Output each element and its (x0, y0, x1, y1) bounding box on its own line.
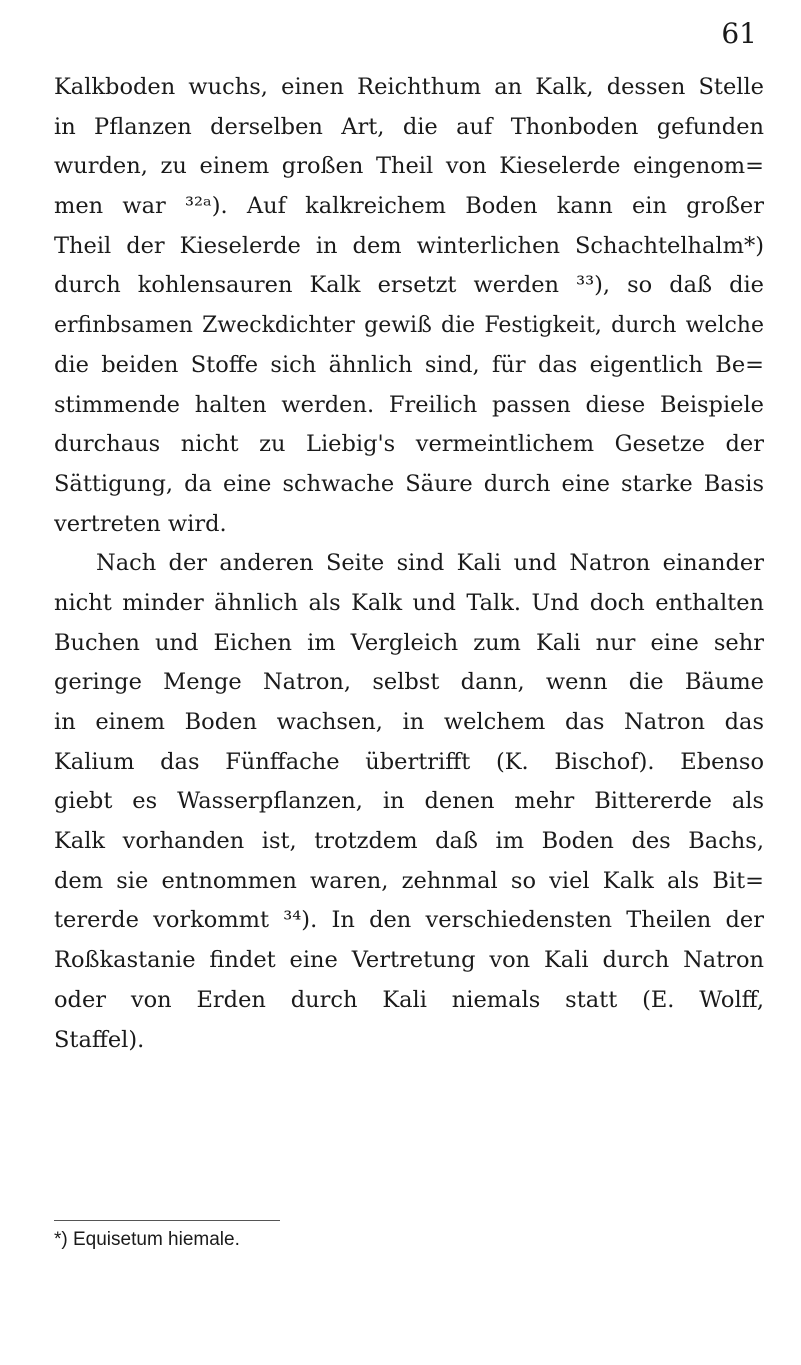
text-line: giebt es Wasserpflanzen, in denen mehr Bittererde als (54, 788, 764, 815)
text-line: men war ³²ᵃ). Auf kalkreichem Boden kann ein großer (54, 193, 764, 220)
text-line: Kalium das Fünffache übertrifft (K. Bischof). Ebenso (54, 748, 764, 775)
text-line: stimmende halten werden. Freilich passen diese Beispiele (54, 391, 764, 418)
text-line: in einem Boden wachsen, in welchem das Natron das (54, 709, 764, 735)
text-line: Theil der Kieselerde in dem winterlichen Schachtelhalm*) (54, 232, 764, 259)
page-number: 61 (721, 17, 757, 50)
text-line: vertreten wird. (54, 510, 227, 537)
text-line: erfinbsamen Zweckdichter gewiß die Festigkeit, durch welche (54, 313, 764, 339)
text-line: dem sie entnommen waren, zehnmal so viel Kalk als Bit= (54, 867, 764, 894)
text-line: in Pflanzen derselben Art, die auf Thonboden gefunden (54, 113, 764, 140)
text-line: Buchen und Eichen im Vergleich zum Kali nur eine sehr (54, 629, 764, 656)
footnote-rule (54, 1220, 280, 1221)
text-line: oder von Erden durch Kali niemals statt (E. Wolff, (54, 986, 764, 1013)
text-line: die beiden Stoffe sich ähnlich sind, für das eigentlich Be= (54, 351, 764, 378)
text-line: Kalk vorhanden ist, trotzdem daß im Boden des Bachs, (54, 828, 764, 855)
text-line: Sättigung, da eine schwache Säure durch eine starke Basis (54, 470, 764, 497)
text-line: geringe Menge Natron, selbst dann, wenn die Bäume (54, 669, 764, 696)
text-line: nicht minder ähnlich als Kalk und Talk. Und doch enthalten (54, 589, 764, 616)
text-line: Nach der anderen Seite sind Kali und Natron einander (96, 550, 764, 577)
text-line: tererde vorkommt ³⁴). In den verschiedensten Theilen der (54, 907, 764, 934)
footnote: *) Equisetum hiemale. (54, 1229, 240, 1250)
text-line: Staffel). (54, 1026, 145, 1053)
text-line: Roßkastanie findet eine Vertretung von Kali durch Natron (54, 947, 764, 974)
text-line: durchaus nicht zu Liebig's vermeintlichem Gesetze der (54, 431, 764, 458)
text-line: durch kohlensauren Kalk ersetzt werden ³³), so daß die (54, 272, 764, 299)
text-line: wurden, zu einem großen Theil von Kieselerde eingenom= (54, 153, 764, 180)
text-line: Kalkboden wuchs, einen Reichthum an Kalk, dessen Stelle (54, 74, 764, 100)
body-text (54, 68, 764, 1060)
